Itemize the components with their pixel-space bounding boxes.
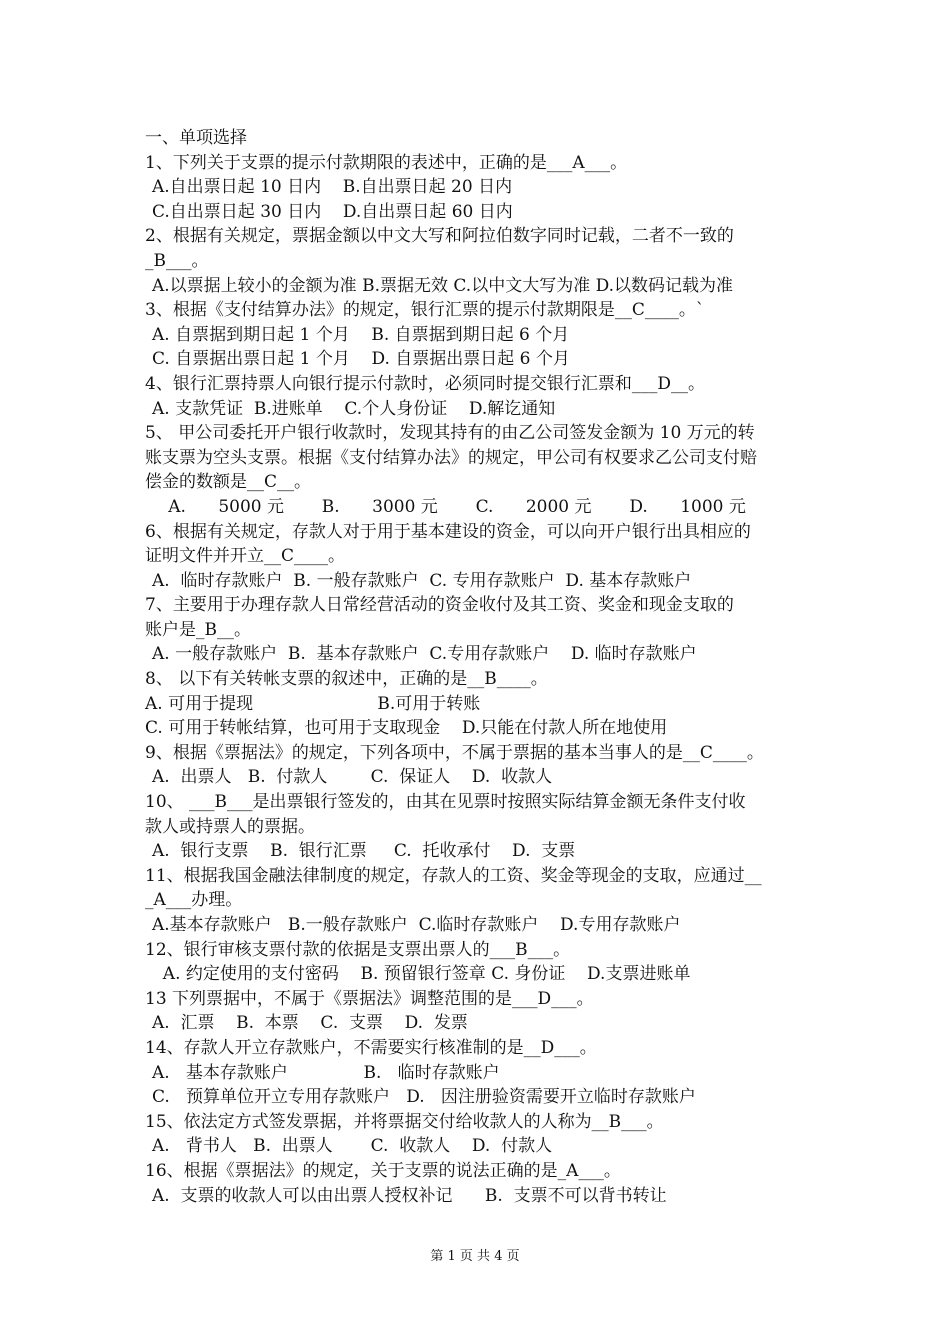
question-text-line: 1、下列关于支票的提示付款期限的表述中，正确的是___A___。 [145,152,628,173]
question-text-line: C. 可用于转帐结算，也可用于支取现金 D.只能在付款人所在地使用 [145,718,668,739]
answer-options-line: A. 临时存款账户 B. 一般存款账户 C. 专用存款账户 D. 基本存款账户 [152,570,692,591]
question-text-line: 14、存款人开立存款账户，不需要实行核准制的是__D___。 [145,1037,597,1058]
answer-options-line: A. 背书人 B. 出票人 C. 收款人 D. 付款人 [152,1136,553,1157]
answer-options-line: A. 自票据到期日起 1 个月 B. 自票据到期日起 6 个月 [152,324,570,345]
answer-options-line: A. 支款凭证 B.进账单 C.个人身份证 D.解讫通知 [152,398,556,419]
answer-options-line: A. 汇票 B. 本票 C. 支票 D. 发票 [152,1013,468,1034]
question-text-line: 证明文件并开立__C____。 [145,546,346,567]
question-text-line: 8、 以下有关转帐支票的叙述中，正确的是__B____。 [145,669,548,690]
answer-options-line: C. 自票据出票日起 1 个月 D. 自票据出票日起 6 个月 [152,349,570,370]
page-footer: 第 1 页 共 4 页 [430,1249,520,1264]
answer-options-line: A.以票据上较小的金额为准 B.票据无效 C.以中文大写为准 D.以数码记载为准 [152,275,734,296]
question-text-line: _B___。 [145,250,209,271]
answer-options-line: A.基本存款账户 B.一般存款账户 C.临时存款账户 D.专用存款账户 [152,915,681,935]
question-text-line: 偿金的数额是__C__。 [145,472,312,493]
answer-options-line: A. 基本存款账户 B. 临时存款账户 [152,1062,500,1083]
answer-options-line: A. 约定使用的支付密码 B. 预留银行签章 C. 身份证 D.支票进账单 [152,964,691,985]
question-text-line: 4、银行汇票持票人向银行提示付款时，必须同时提交银行汇票和___D__。 [145,373,705,394]
question-text-line: 9、根据《票据法》的规定，下列各项中，不属于票据的基本当事人的是__C____。 [145,742,764,763]
question-text-line: 一、单项选择 [145,128,247,148]
question-text-line: 11、根据我国金融法律制度的规定，存款人的工资、奖金等现金的支取，应通过__ [145,865,762,886]
answer-options-line: A. 银行支票 B. 银行汇票 C. 托收承付 D. 支票 [152,841,576,862]
question-text-line: 15、依法定方式签发票据，并将票据交付给收款人的人称为__B___。 [145,1111,664,1132]
question-text-line: 13 下列票据中，不属于《票据法》调整范围的是___D___。 [145,988,594,1009]
answer-options-line: A. 5000 元 B. 3000 元 C. 2000 元 D. 1000 元 [152,496,746,517]
question-text-line: 16、根据《票据法》的规定，关于支票的说法正确的是_A___。 [145,1160,621,1181]
question-text-line: 5、 甲公司委托开户银行收款时，发现其持有的由乙公司签发金额为 10 万元的转 [145,423,755,444]
answer-options-line: C. 预算单位开立专用存款账户 D. 因注册验资需要开立临时存款账户 [152,1087,696,1108]
answer-options-line: A. 支票的收款人可以由出票人授权补记 B. 支票不可以背书转让 [152,1185,667,1206]
question-text-line: 账户是_B__。 [145,619,251,640]
question-text-line: 12、银行审核支票付款的依据是支票出票人的___B___。 [145,939,571,960]
question-text-line: 7、主要用于办理存款人日常经营活动的资金收付及其工资、奖金和现金支取的 [145,595,734,616]
question-text-line: 6、根据有关规定，存款人对于用于基本建设的资金，可以向开户银行出具相应的 [145,521,751,542]
question-text-line: 款人或持票人的票据。 [145,816,315,837]
question-text-line: _A___办理。 [145,890,243,911]
document-body [145,126,815,1208]
answer-options-line: A. 出票人 B. 付款人 C. 保证人 D. 收款人 [152,767,553,788]
question-text-line: A. 可用于提现 B.可用于转账 [145,693,481,714]
question-text-line: 账支票为空头支票。根据《支付结算办法》的规定，甲公司有权要求乙公司支付赔 [145,447,757,468]
question-text-line: 3、根据《支付结算办法》的规定，银行汇票的提示付款期限是__C____。` [145,300,705,321]
question-text-line: 2、根据有关规定，票据金额以中文大写和阿拉伯数字同时记载，二者不一致的 [145,226,734,247]
question-text-line: 10、 ___B___是出票银行签发的，由其在见票时按照实际结算金额无条件支付收 [145,792,746,813]
answer-options-line: A.自出票日起 10 日内 B.自出票日起 20 日内 [152,177,513,198]
answer-options-line: A. 一般存款账户 B. 基本存款账户 C.专用存款账户 D. 临时存款账户 [152,644,697,665]
answer-options-line: C.自出票日起 30 日内 D.自出票日起 60 日内 [152,201,513,222]
